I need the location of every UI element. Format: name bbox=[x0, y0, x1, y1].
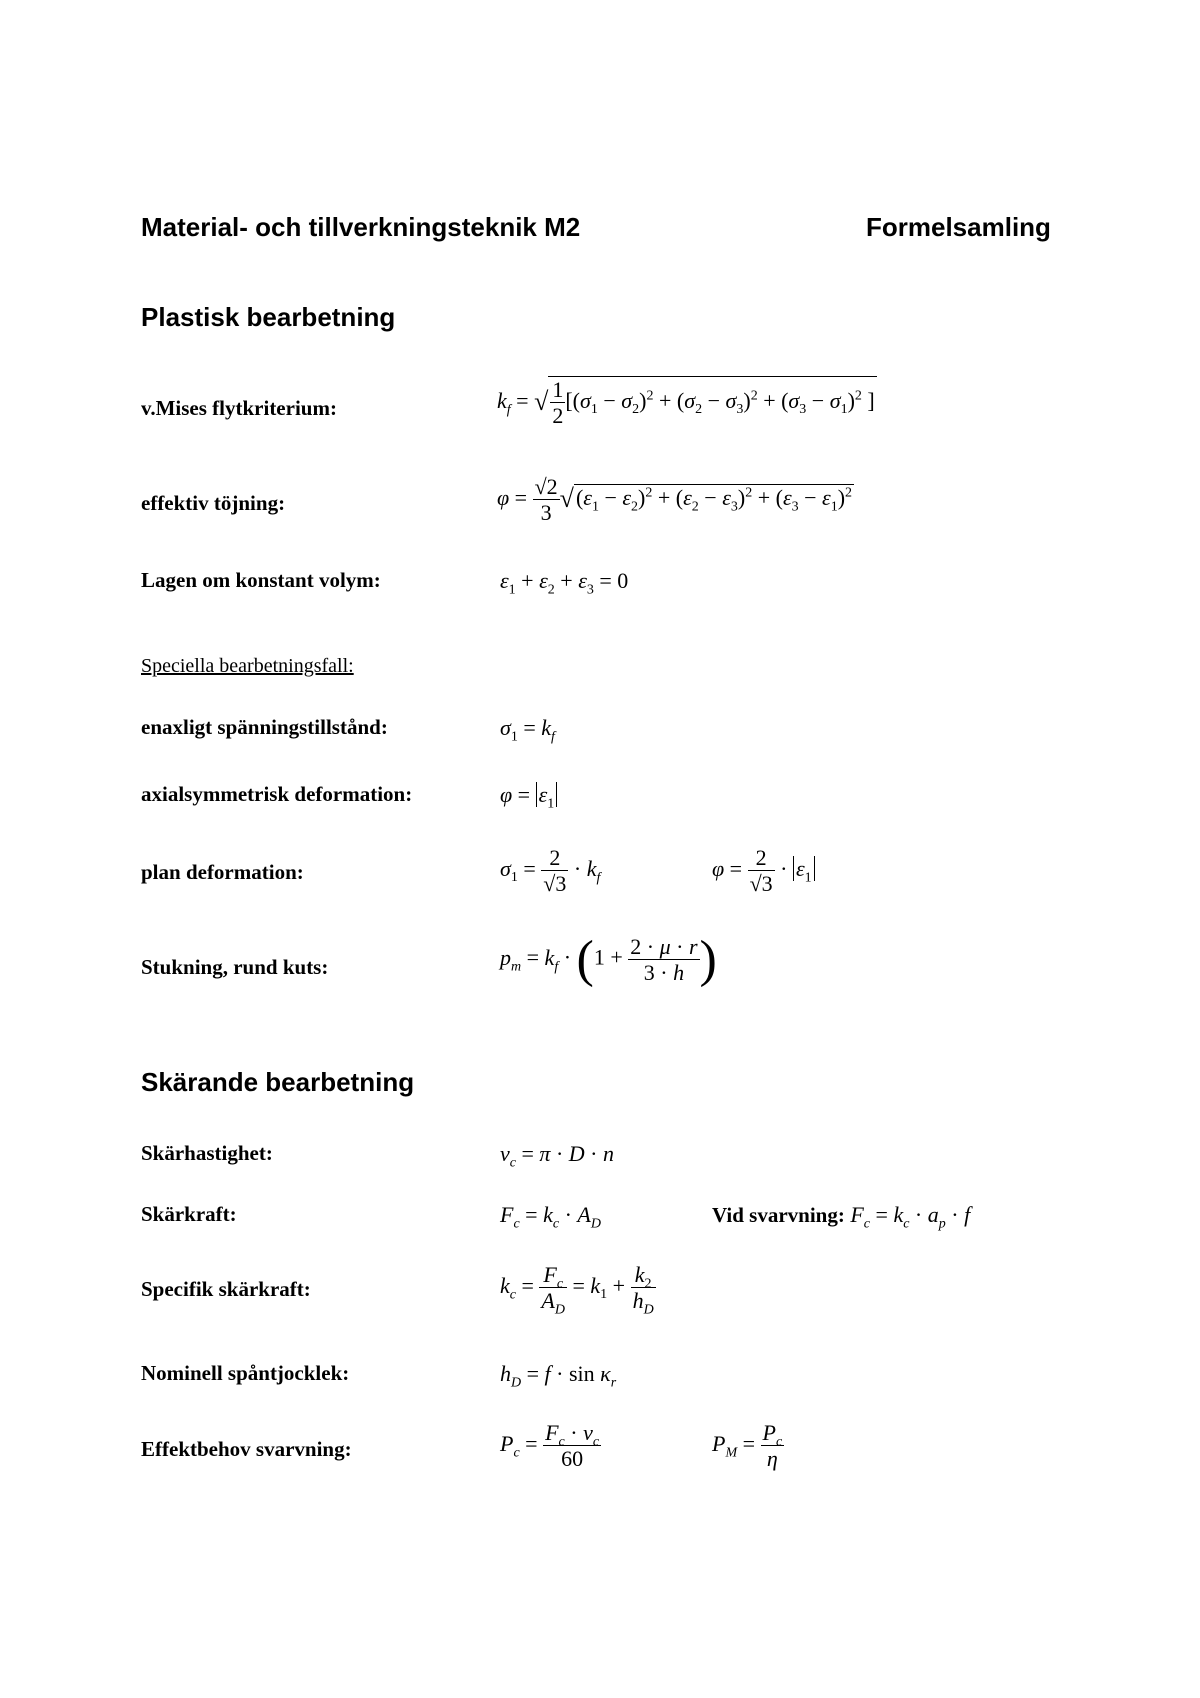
formula-plan-def-phi: φ = $\frac{2}{√3}$ · $\varepsilon_1$ bbox=[712, 845, 815, 897]
label-axialsym: axialsymmetrisk deformation: bbox=[141, 782, 413, 806]
label-enaxligt: enaxligt spänningstillstånd: bbox=[141, 715, 388, 739]
speciella-heading: Speciella bearbetningsfall: bbox=[141, 655, 354, 677]
section-title-plastisk: Plastisk bearbetning bbox=[141, 302, 396, 332]
label-stukning: Stukning, rund kuts: bbox=[141, 955, 329, 979]
section-title-skarande: Skärande bearbetning bbox=[141, 1067, 415, 1097]
formula-plan-def-sigma: $\sigma_1$ = $\frac{2}{√3}$ · $k_f$ bbox=[500, 845, 601, 897]
formula-eff-tojning: φ = $\frac{√2}{3}$ $√(\varepsilon_1 - \varepsilon_2)^2 + (\varepsilon_2 - \varepsilon_3)^2 + (\varepsilon_3 - \varepsilon_1)^2$ bbox=[497, 474, 853, 526]
document-subtitle: Formelsamling bbox=[866, 212, 1051, 242]
label-vmises: v.Mises flytkriterium: bbox=[141, 396, 337, 420]
label-effektbehov: Effektbehov svarvning: bbox=[141, 1437, 352, 1461]
label-plan-def: plan deformation: bbox=[141, 860, 304, 884]
formula-vid-svarvning: Vid svarvning: $F_c = k_c \cdot a_p \cdot f$ bbox=[712, 1202, 971, 1232]
formula-skarkraft: $F_c = k_c \cdot A_D$ bbox=[500, 1202, 601, 1232]
formula-konstant-volym: $\varepsilon_1 + \varepsilon_2 + \varepsilon_3 = 0$ bbox=[500, 568, 629, 598]
label-specifik: Specifik skärkraft: bbox=[141, 1277, 311, 1301]
formula-skarhastighet: $v_c = \pi \cdot D \cdot n$ bbox=[500, 1141, 614, 1171]
formula-effektbehov-pc: $P_c$ = $\frac{F_c \cdot v_c}{60}$ bbox=[500, 1420, 600, 1472]
label-vid-svarvning: Vid svarvning: bbox=[712, 1203, 845, 1227]
formula-specifik: $k_c$ = $\frac{F_c}{A_D}$ = $k_1$ + $\frac{k_2}{h_D}$ bbox=[500, 1262, 654, 1318]
formula-enaxligt: $\sigma_1 = k_f$ bbox=[500, 715, 555, 745]
label-eff-tojning: effektiv töjning: bbox=[141, 491, 286, 515]
formula-nominell: $h_D = f \cdot \sin \kappa_r$ bbox=[500, 1361, 617, 1391]
label-konstant-volym: Lagen om konstant volym: bbox=[141, 568, 381, 592]
label-nominell: Nominell spåntjocklek: bbox=[141, 1361, 350, 1385]
formula-stukning: $p_m = k_f \cdot (1$ + $\frac{2 \cdot \mu \cdot r}{3 \cdot h}$ ) bbox=[500, 931, 717, 988]
label-skarhastighet: Skärhastighet: bbox=[141, 1141, 273, 1165]
formula-axialsym: $\varphi = \varepsilon_1$ bbox=[500, 782, 557, 808]
formula-vmises: $k_f$ = √ $\frac{1}{2}$ [$(\sigma_1 - \sigma_2)^2 + (\sigma_2 - \sigma_3)^2 + (\sigma_3 - \sigma_1)^2$ ] bbox=[497, 377, 875, 429]
document-title: Material- och tillverkningsteknik M2 bbox=[141, 212, 581, 242]
formula-effektbehov-pm: $P_M$ = $\frac{P_c}{\eta}$ bbox=[712, 1420, 783, 1472]
label-skarkraft: Skärkraft: bbox=[141, 1202, 237, 1226]
